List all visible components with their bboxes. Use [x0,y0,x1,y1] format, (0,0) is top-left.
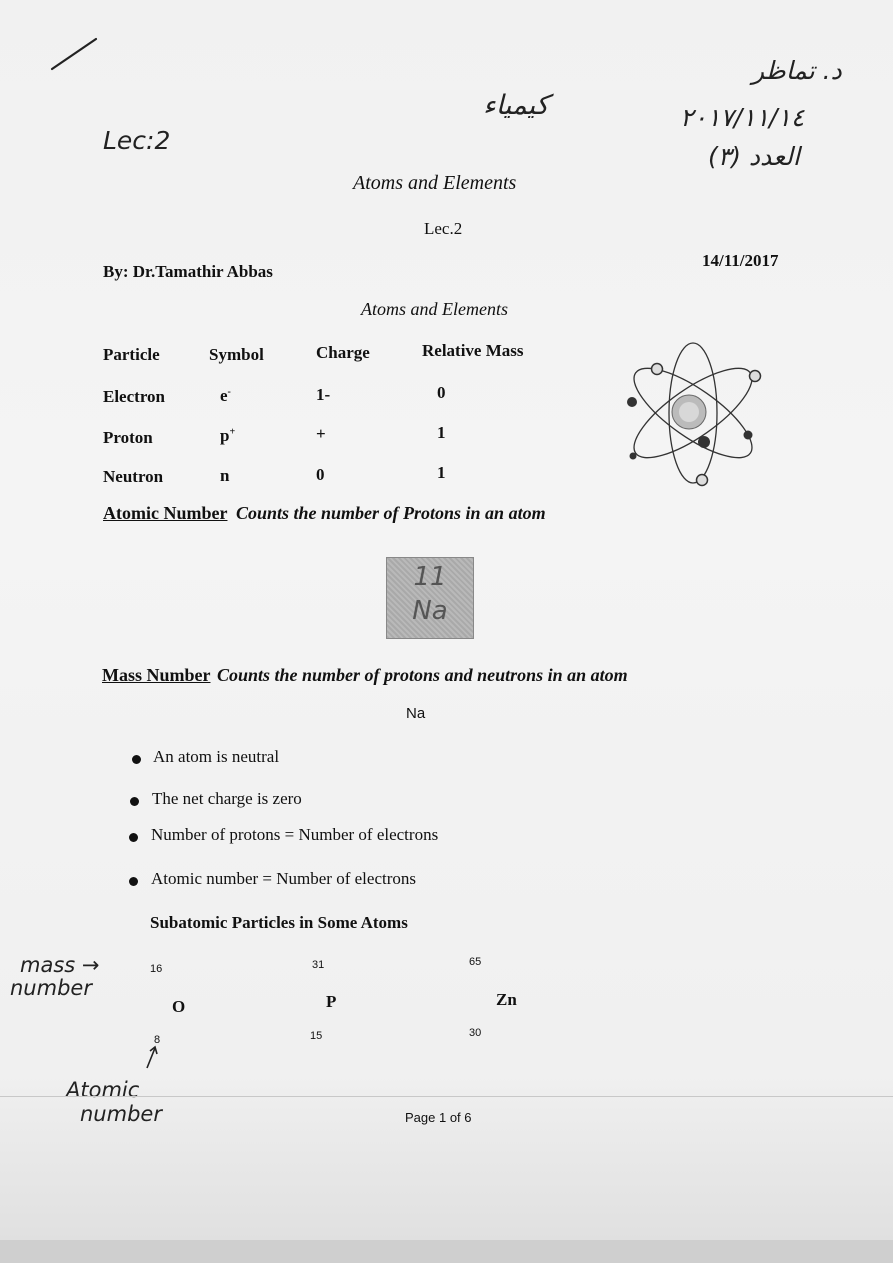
bullet-text: Atomic number = Number of electrons [151,869,416,888]
table-row-mass: 1 [437,463,446,482]
handwritten-atomic-note: Atomic [66,1078,140,1102]
atom-diagram-icon [618,338,770,490]
pen-stroke-mark [50,36,100,72]
bullet-text: An atom is neutral [153,747,280,766]
sodium-card-image [386,557,474,639]
handwritten-mass-note: mass → [20,953,100,977]
table-row-mass: 0 [437,383,446,402]
table-row-particle: Electron [103,387,166,406]
element-atomic-number: 15 [310,1030,323,1042]
handwritten-arabic-issue: العدد (٣) [708,142,800,171]
table-header-charge: Charge [316,343,370,362]
handwritten-mass-note: number [10,976,92,1000]
table-row-particle: Neutron [103,467,164,486]
table-header-particle: Particle [103,345,160,364]
table-row-charge: 0 [316,465,325,484]
section-subtitle: Atoms and Elements [361,299,508,319]
element-symbol: Zn [496,990,517,1009]
mass-number-definition [102,665,628,686]
mass-number-text: Counts the number of protons and neutrons in an atom [217,665,628,685]
table-header-symbol: Symbol [209,345,264,364]
sodium-label: Na [406,705,426,722]
handwritten-arabic-subject: كيمياء [483,90,549,121]
table-row-particle: Proton [103,428,153,447]
document-date: 14/11/2017 [702,251,779,270]
table-row-symbol: e- [220,386,231,405]
atomic-number-definition [103,503,546,524]
table-row-charge: 1- [316,385,331,404]
atomic-number-text: Counts the number of Protons in an atom [235,503,546,523]
bullet-dot [129,833,138,842]
sodium-card-number: 11 [413,562,447,592]
mass-number-term: Mass Number [102,665,211,685]
element-atomic-number: 30 [469,1027,482,1039]
element-atomic-number: 8 [154,1034,161,1046]
table-row-mass: 1 [437,423,446,442]
footer-divider [0,1096,893,1097]
sodium-card-symbol: Na [412,596,448,626]
bullet-dot [129,877,138,886]
author-line: By: Dr.Tamathir Abbas [103,262,273,281]
atomic-number-term: Atomic Number [103,503,228,523]
table-row-symbol: n [220,466,230,485]
handwritten-atomic-note: number [80,1102,162,1126]
lecture-number: Lec.2 [424,219,463,238]
document-title: Atoms and Elements [353,172,517,194]
element-symbol: O [172,997,186,1016]
element-mass-number: 31 [312,959,325,971]
handwritten-lec-label: Lec:2 [103,126,171,155]
handwritten-arabic-date: ٢٠١٧/١١/١٤ [680,103,805,132]
element-mass-number: 16 [150,963,163,975]
subatomic-heading: Subatomic Particles in Some Atoms [150,913,408,932]
page-number: Page 1 of 6 [405,1110,472,1125]
element-mass-number: 65 [469,956,482,968]
scan-edge-shadow [0,1240,893,1263]
handwritten-arrow-icon [144,1044,160,1070]
bullet-text: The net charge is zero [152,789,302,808]
bullet-dot [132,755,141,764]
table-header-relative-mass: Relative Mass [422,341,524,360]
bullet-text: Number of protons = Number of electrons [151,825,439,844]
table-row-charge: + [316,424,326,443]
bullet-dot [130,797,139,806]
table-row-symbol: p+ [220,426,236,445]
element-symbol: P [326,992,337,1011]
handwritten-arabic-teacher: د. تماظر [752,56,842,85]
